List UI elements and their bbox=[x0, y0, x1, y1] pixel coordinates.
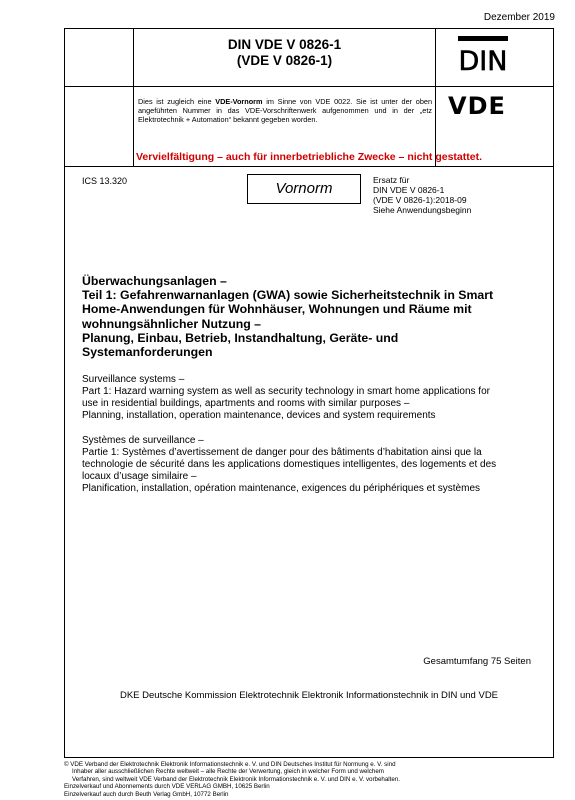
document-type-box: Vornorm bbox=[247, 174, 361, 204]
title-line: Systèmes de surveillance – bbox=[82, 435, 204, 446]
title-line: use in residential buildings, apartments and rooms with similar purposes – bbox=[82, 398, 410, 409]
title-line: Surveillance systems – bbox=[82, 374, 185, 385]
replacement-line: (VDE V 0826-1):2018-09 bbox=[373, 195, 467, 205]
vde-logo-icon: VDE bbox=[448, 92, 506, 120]
replacement-line: Siehe Anwendungsbeginn bbox=[373, 205, 472, 215]
title-line: wohnungsähnlicher Nutzung – bbox=[82, 316, 261, 331]
title-line: Planification, installation, opération maintenance, exigences du périphériques et systèmes bbox=[82, 483, 481, 494]
title-line: Partie 1: Systèmes d’avertissement de danger pour des bâtiments d’habitation ainsi que la bbox=[82, 447, 482, 458]
title-german bbox=[82, 274, 542, 359]
standard-number-din: DIN VDE V 0826-1 bbox=[227, 37, 342, 52]
notice-pre: Dies ist zugleich eine bbox=[138, 97, 216, 106]
footer-line: Einzelverkauf auch durch Beuth Verlag GmbH, 10772 Berlin bbox=[64, 790, 229, 798]
cover-frame bbox=[64, 28, 554, 758]
title-line: Home-Anwendungen für Wohnhäuser, Wohnungen und Räume mit bbox=[82, 302, 472, 317]
replacement-info bbox=[373, 175, 471, 215]
notice-post: im Sinne von VDE 0022. Sie ist unter der oben angeführten Nummer in das VDE-Vorschriftenwerk aufgenommen und in der „etz Elektrotechnik + Automation“ bekannt gegeben worden. bbox=[138, 97, 432, 125]
title-line: Systemanforderungen bbox=[82, 345, 213, 360]
title-line: locaux d’usage similaire – bbox=[82, 471, 197, 482]
footer-line: Einzelverkauf und Abonnements durch VDE VERLAG GMBH, 10625 Berlin bbox=[64, 783, 270, 791]
title-line: Teil 1: Gefahrenwarnanlagen (GWA) sowie Sicherheitstechnik in Smart bbox=[82, 288, 494, 303]
replacement-line: Ersatz für bbox=[373, 175, 410, 185]
title-line: Part 1: Hazard warning system as well as security technology in smart home applications for bbox=[82, 386, 490, 397]
ics-code: ICS 13.320 bbox=[82, 176, 128, 186]
title-line: Planung, Einbau, Betrieb, Instandhaltung, Geräte- und bbox=[82, 330, 399, 345]
din-logo-icon bbox=[457, 35, 509, 75]
title-line: Überwachungsanlagen – bbox=[82, 274, 227, 288]
vde-notice bbox=[138, 97, 432, 125]
footer-line: Verfahren, sind weltweit VDE Verband der Elektrotechnik Elektronik Informationstechnik e. V. und DIN e. V. vorbehalten. bbox=[72, 775, 401, 783]
standard-number-vde: (VDE V 0826-1) bbox=[236, 53, 333, 68]
standard-number bbox=[134, 37, 435, 69]
footer-line: © VDE Verband der Elektrotechnik Elektronik Informationstechnik e. V. und DIN Deutsches Institut für Normung e. V. sind bbox=[64, 761, 396, 768]
header-right-divider bbox=[435, 29, 436, 167]
copyright-footer bbox=[64, 761, 554, 798]
din-logo-text: DIN bbox=[458, 46, 508, 75]
publication-date: Dezember 2019 bbox=[483, 12, 555, 23]
total-pages: Gesamtumfang 75 Seiten bbox=[423, 656, 531, 667]
footer-line: Inhaber aller ausschließlichen Rechte weltweit – alle Rechte der Verwertung, gleich in welcher Form und welchem bbox=[72, 768, 384, 776]
title-line: Planning, installation, operation maintenance, devices and system requirements bbox=[82, 410, 436, 421]
title-line: technologie de sécurité dans les applications domestiques intelligentes, des logements et des bbox=[82, 459, 497, 470]
title-french bbox=[82, 435, 542, 495]
dke-commission: DKE Deutsche Kommission Elektrotechnik Elektronik Informationstechnik in DIN und VDE bbox=[119, 690, 499, 701]
notice-bold: VDE-Vornorm bbox=[215, 97, 263, 106]
replacement-line: DIN VDE V 0826-1 bbox=[373, 185, 445, 195]
reproduction-warning: Vervielfältigung – auch für innerbetriebliche Zwecke – nicht gestattet. bbox=[135, 151, 482, 163]
title-english bbox=[82, 374, 542, 422]
